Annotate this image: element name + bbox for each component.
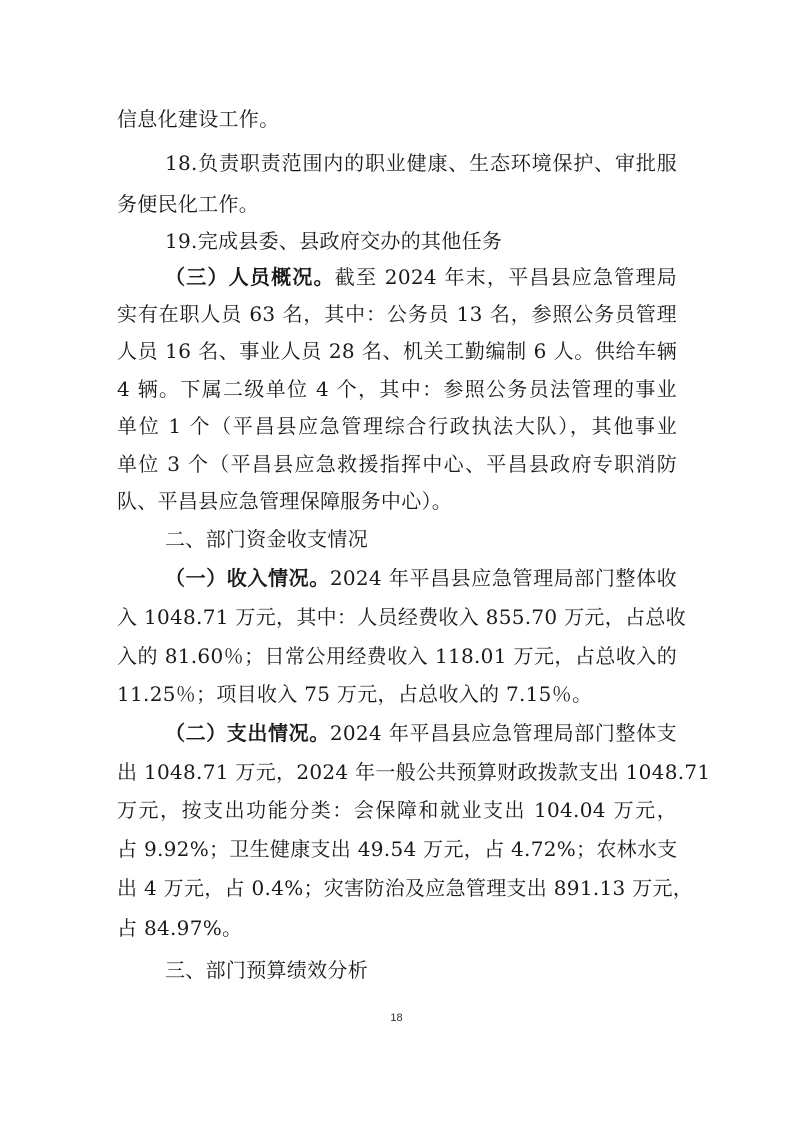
page-number: 18 [390, 1012, 403, 1024]
text-line: 人员 16 名、事业人员 28 名、机关工勤编制 6 人。供给车辆 [117, 339, 677, 363]
income-heading: （一）收入情况。 [165, 566, 330, 590]
text-line: 出 1048.71 万元，2024 年一般公共预算财政拨款支出 1048.71 [117, 760, 711, 784]
expense-heading-text: 2024 年平昌县应急管理局部门整体支 [329, 721, 677, 745]
text-line: 占 84.97%。 [117, 916, 243, 940]
text-line: 万元，按支出功能分类：会保障和就业支出 104.04 万元， [117, 798, 677, 822]
expense-heading: （二）支出情况。 [165, 721, 330, 745]
text-line: 务便民化工作。 [117, 192, 260, 216]
text-line: 队、平昌县应急管理保障服务中心）。 [117, 489, 453, 513]
text-line: 19.完成县委、县政府交办的其他任务 [165, 229, 503, 253]
text-line: 占 9.92%；卫生健康支出 49.54 万元，占 4.72%；农林水支 [117, 837, 678, 861]
text-line: 单位 3 个（平昌县应急救援指挥中心、平昌县政府专职消防 [117, 452, 677, 476]
text-line: 4 辆。下属二级单位 4 个，其中：参照公务员法管理的事业 [117, 377, 677, 401]
personnel-heading-line [165, 260, 677, 294]
text-line: 信息化建设工作。 [117, 107, 280, 131]
income-heading-text: 2024 年平昌县应急管理局部门整体收 [329, 566, 677, 590]
text-line: 实有在职人员 63 名，其中：公务员 13 名，参照公务员管理 [117, 302, 677, 326]
text-line: 入的 81.60％；日常公用经费收入 118.01 万元，占总收入的 [117, 644, 677, 668]
expense-heading-line [165, 716, 677, 750]
text-line: 单位 1 个（平昌县应急管理综合行政执法大队），其他事业 [117, 414, 677, 438]
section-heading: 二、部门资金收支情况 [165, 527, 368, 551]
personnel-heading-text: 截至 2024 年末，平昌县应急管理局 [334, 265, 677, 289]
text-line: 18.负责职责范围内的职业健康、生态环境保护、审批服 [165, 151, 677, 175]
text-line: 出 4 万元，占 0.4%；灾害防治及应急管理支出 891.13 万元， [117, 876, 694, 900]
text-line: 入 1048.71 万元，其中：人员经费收入 855.70 万元，占总收 [117, 605, 686, 629]
text-line: 11.25％；项目收入 75 万元，占总收入的 7.15％。 [117, 682, 593, 706]
personnel-heading: （三）人员概况。 [165, 265, 335, 289]
section-heading: 三、部门预算绩效分析 [165, 958, 368, 982]
income-heading-line [165, 561, 677, 595]
